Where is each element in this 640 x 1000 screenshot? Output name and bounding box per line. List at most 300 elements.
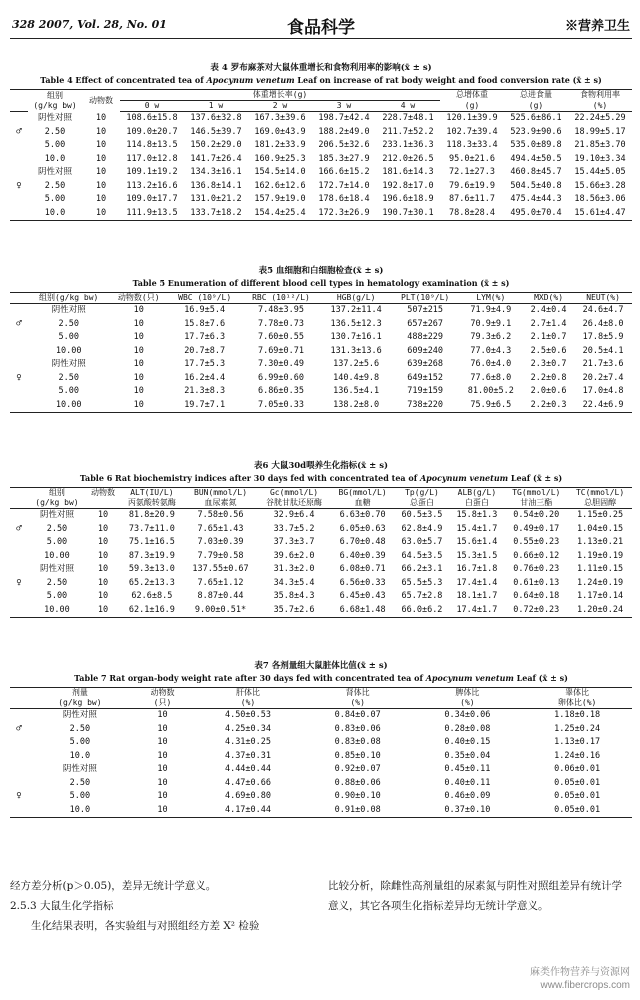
table-cell: 1.04±0.15 bbox=[577, 523, 624, 534]
table-cell: 阴性对照 bbox=[51, 305, 86, 315]
table-cell: 18.99±5.17 bbox=[574, 126, 626, 137]
sex-symbol: ♂ bbox=[16, 723, 22, 734]
table-4-row bbox=[10, 207, 632, 221]
table-cell: 15.8±7.6 bbox=[184, 318, 226, 329]
table-cell: 157.9±19.0 bbox=[254, 194, 306, 204]
sex-symbol bbox=[10, 331, 28, 345]
table-6-header-sub: 谷胱甘肽还原酶 bbox=[257, 498, 330, 509]
table-cell: 233.1±36.3 bbox=[382, 140, 434, 150]
table-cell: 10 bbox=[95, 180, 107, 191]
table-6-caption-en: Table 6 Rat biochemistry indices after 30 days fed with concentrated tea of Apocynum venetum Leaf (x̄ ± s) bbox=[79, 473, 563, 483]
sex-symbol bbox=[10, 345, 28, 359]
header-journal-info: 328 2007, Vol. 28, No. 01 bbox=[12, 18, 167, 31]
table-6-header-sub bbox=[86, 498, 120, 509]
table-cell: 16.2±4.4 bbox=[184, 372, 226, 383]
table-cell: 7.05±0.33 bbox=[257, 399, 305, 410]
table-4-header-week: 0 w bbox=[120, 101, 184, 112]
section-heading: 2.5.3 大鼠生化学指标 bbox=[10, 900, 114, 912]
table-cell: 4.50±0.53 bbox=[224, 710, 272, 720]
table-4-body bbox=[10, 112, 632, 221]
table-cell: 6.08±0.71 bbox=[339, 564, 386, 574]
table-7-row bbox=[10, 750, 632, 764]
table-cell: 5.00 bbox=[46, 591, 68, 601]
table-cell: 150.2±29.0 bbox=[190, 140, 242, 150]
table-cell: 2.1±0.7 bbox=[530, 332, 567, 342]
table-6-header: 组别 bbox=[48, 488, 65, 497]
table-cell: 62.6±8.5 bbox=[131, 591, 173, 601]
header-section: ※营养卫生 bbox=[564, 19, 630, 34]
table-7-row bbox=[10, 763, 632, 777]
body-paragraph: 经方差分析(p＞0.05)，差异无统计学意义。 bbox=[10, 880, 217, 892]
table-cell: 81.8±20.9 bbox=[128, 510, 175, 520]
table-7-row bbox=[10, 709, 632, 723]
table-cell: 131.0±21.2 bbox=[190, 194, 242, 204]
table-cell: 15.6±1.4 bbox=[456, 537, 498, 547]
table-cell: 10.0 bbox=[44, 207, 66, 218]
table-cell: 10.00 bbox=[44, 550, 70, 561]
table-cell: 6.68±1.48 bbox=[339, 604, 386, 615]
table-cell: 10 bbox=[133, 318, 144, 329]
table-cell: 10.00 bbox=[44, 604, 70, 615]
table-7-header-sub: 卵体比(%) bbox=[522, 698, 632, 709]
table-cell: 109.1±19.2 bbox=[126, 167, 178, 177]
table-cell: 1.19±0.19 bbox=[577, 550, 624, 561]
table-cell: 26.4±8.0 bbox=[582, 318, 624, 329]
table-5-row bbox=[10, 318, 632, 332]
table-6-header: Gc(mmol/L) bbox=[269, 488, 319, 497]
table-6-caption-cn: 表6 大鼠30d喂养生化指标(x̄ ± s) bbox=[253, 461, 389, 471]
table-cell: 8.87±0.44 bbox=[197, 591, 244, 601]
table-4-header-conv-unit: (%) bbox=[568, 101, 632, 112]
table-cell: 10 bbox=[97, 537, 109, 547]
table-cell: 2.50 bbox=[69, 723, 91, 734]
table-cell: 0.54±0.20 bbox=[513, 510, 560, 520]
table-cell: 649±152 bbox=[407, 372, 444, 383]
table-cell: 10 bbox=[95, 112, 107, 123]
table-7-header-sub: (g/kg bw) bbox=[28, 698, 132, 709]
table-cell: 17.4±1.7 bbox=[456, 604, 498, 615]
table-cell: 1.25±0.24 bbox=[554, 723, 601, 734]
table-7-body bbox=[10, 709, 632, 818]
table-4-header-total: 总增体重 bbox=[456, 90, 488, 100]
table-cell: 0.34±0.06 bbox=[444, 710, 491, 720]
table-6-grid bbox=[10, 487, 632, 618]
table-6-header-sub: 总蛋白 bbox=[394, 498, 449, 509]
table-cell: 77.0±4.3 bbox=[470, 345, 512, 356]
table-cell: 162.6±12.6 bbox=[254, 180, 306, 191]
body-left-column bbox=[10, 876, 310, 936]
table-cell: 72.1±27.3 bbox=[448, 167, 496, 177]
table-cell: 75.1±16.5 bbox=[128, 537, 175, 547]
table-cell: 35.7±2.6 bbox=[273, 604, 315, 615]
sex-symbol bbox=[10, 304, 28, 318]
table-cell: 59.3±13.0 bbox=[128, 564, 175, 574]
table-6-row bbox=[10, 563, 632, 577]
table-cell: 525.6±86.1 bbox=[510, 113, 562, 123]
table-cell: 10 bbox=[95, 207, 107, 218]
table-cell: 0.84±0.07 bbox=[334, 710, 381, 720]
table-cell: 35.8±4.3 bbox=[273, 591, 315, 601]
table-6-header: ALT(IU/L) bbox=[130, 488, 174, 497]
sex-symbol bbox=[10, 509, 28, 523]
table-4-row bbox=[10, 153, 632, 167]
sex-symbol bbox=[10, 139, 28, 153]
table-6-row bbox=[10, 536, 632, 550]
table-cell: 0.76±0.23 bbox=[513, 564, 560, 574]
sex-symbol bbox=[10, 536, 28, 550]
table-6-row bbox=[10, 550, 632, 564]
table-4-row bbox=[10, 180, 632, 194]
table-4-header-week: 4 w bbox=[376, 101, 440, 112]
table-cell: 21.3±8.3 bbox=[184, 386, 226, 396]
table-7 bbox=[10, 660, 632, 818]
sex-symbol bbox=[10, 777, 28, 791]
table-cell: 20.7±8.7 bbox=[184, 345, 226, 356]
table-cell: 137.2±5.6 bbox=[333, 359, 380, 369]
table-cell: 137.6±32.8 bbox=[190, 113, 242, 123]
sex-symbol: ♀ bbox=[16, 372, 22, 383]
table-4-grid bbox=[10, 89, 632, 221]
table-4-header-week: 3 w bbox=[312, 101, 376, 112]
table-cell: 117.0±12.8 bbox=[126, 153, 178, 164]
table-7-header-sub: (%) bbox=[193, 698, 303, 709]
table-cell: 719±159 bbox=[407, 386, 444, 396]
table-cell: 178.6±18.4 bbox=[318, 194, 370, 204]
table-cell: 102.7±39.4 bbox=[446, 126, 498, 137]
table-7-row bbox=[10, 777, 632, 791]
table-cell: 10 bbox=[157, 791, 168, 801]
table-cell: 113.2±16.6 bbox=[126, 180, 178, 191]
table-6-header-sub: 总胆固醇 bbox=[568, 498, 632, 509]
table-cell: 10.00 bbox=[55, 399, 82, 410]
table-cell: 10 bbox=[157, 710, 168, 720]
table-cell: 190.7±30.1 bbox=[382, 207, 434, 218]
table-cell: 0.55±0.23 bbox=[513, 537, 560, 547]
table-cell: 228.7±48.1 bbox=[382, 113, 434, 123]
table-cell: 79.6±19.9 bbox=[448, 180, 496, 191]
table-cell: 10 bbox=[97, 510, 109, 520]
table-cell: 10 bbox=[157, 750, 168, 761]
table-4-header-food: 总进食量 bbox=[520, 90, 552, 100]
table-cell: 阴性对照 bbox=[37, 167, 72, 177]
sex-symbol bbox=[10, 550, 28, 564]
table-cell: 31.3±2.0 bbox=[273, 564, 315, 574]
table-cell: 7.78±0.73 bbox=[257, 318, 305, 329]
table-cell: 137.55±0.67 bbox=[192, 564, 249, 574]
table-cell: 71.9±4.9 bbox=[470, 305, 512, 315]
watermark-line: 麻类作物营养与资源网 bbox=[530, 967, 630, 978]
table-cell: 21.7±3.6 bbox=[582, 359, 624, 369]
table-cell: 15.4±1.7 bbox=[456, 523, 498, 534]
table-cell: 0.83±0.08 bbox=[334, 737, 381, 747]
table-cell: 504.5±40.8 bbox=[510, 180, 562, 191]
table-cell: 0.45±0.11 bbox=[444, 764, 491, 774]
table-cell: 33.7±5.2 bbox=[273, 523, 315, 534]
table-cell: 阴性对照 bbox=[39, 564, 74, 574]
table-5-row bbox=[10, 385, 632, 399]
table-cell: 495.0±70.4 bbox=[510, 207, 562, 218]
table-cell: 141.7±26.4 bbox=[190, 153, 242, 164]
table-cell: 1.24±0.16 bbox=[554, 750, 601, 761]
table-cell: 185.3±27.9 bbox=[318, 153, 370, 164]
table-4-header-gain: 体重增长率(g) bbox=[120, 90, 440, 101]
table-cell: 0.37±0.10 bbox=[444, 804, 491, 815]
table-cell: 阴性对照 bbox=[37, 112, 72, 123]
table-cell: 17.7±5.3 bbox=[184, 359, 226, 369]
table-cell: 0.72±0.23 bbox=[513, 604, 560, 615]
table-cell: 15.61±4.47 bbox=[574, 207, 626, 218]
table-cell: 108.6±15.8 bbox=[126, 113, 178, 123]
table-cell: 4.44±0.44 bbox=[224, 764, 272, 774]
table-cell: 2.2±0.8 bbox=[530, 372, 567, 383]
sex-symbol bbox=[10, 385, 28, 399]
table-5-header: 组别(g/kg bw) bbox=[28, 293, 109, 304]
table-cell: 阴性对照 bbox=[62, 764, 97, 774]
table-cell: 192.8±17.0 bbox=[382, 180, 434, 191]
table-cell: 5.00 bbox=[44, 194, 66, 204]
table-cell: 10 bbox=[95, 126, 107, 137]
table-cell: 79.3±6.2 bbox=[470, 332, 512, 342]
table-cell: 5.00 bbox=[58, 386, 79, 396]
table-cell: 4.37±0.31 bbox=[224, 750, 272, 761]
table-cell: 9.00±0.51* bbox=[194, 604, 247, 615]
table-cell: 0.64±0.18 bbox=[513, 591, 560, 601]
table-cell: 2.50 bbox=[46, 577, 68, 588]
table-cell: 206.5±32.6 bbox=[318, 140, 370, 150]
table-cell: 66.2±3.1 bbox=[401, 564, 443, 574]
table-7-row bbox=[10, 723, 632, 737]
table-cell: 10 bbox=[133, 345, 144, 356]
table-4 bbox=[10, 62, 632, 221]
table-cell: 0.91±0.08 bbox=[334, 804, 381, 815]
table-7-caption-cn: 表7 各剂量组大鼠脏体比值(x̄ ± s) bbox=[254, 661, 388, 671]
table-6 bbox=[10, 460, 632, 618]
table-cell: 494.4±50.5 bbox=[510, 153, 562, 164]
table-cell: 535.0±89.8 bbox=[510, 140, 562, 150]
table-4-header-food-unit: (g) bbox=[504, 101, 568, 112]
table-6-row bbox=[10, 590, 632, 604]
table-cell: 10 bbox=[157, 764, 168, 774]
sex-symbol: ♂ bbox=[16, 126, 22, 137]
table-5-header: WBC (10⁹/L) bbox=[168, 293, 241, 304]
table-5 bbox=[10, 265, 632, 413]
table-cell: 198.7±42.4 bbox=[318, 113, 370, 123]
table-cell: 160.9±25.3 bbox=[254, 153, 306, 164]
table-5-row bbox=[10, 399, 632, 413]
table-cell: 10 bbox=[133, 399, 144, 410]
table-cell: 34.3±5.4 bbox=[273, 577, 315, 588]
watermark bbox=[530, 966, 630, 992]
table-cell: 2.7±1.4 bbox=[530, 318, 567, 329]
table-cell: 2.50 bbox=[44, 180, 66, 191]
table-cell: 10 bbox=[97, 577, 109, 588]
table-cell: 10 bbox=[95, 194, 107, 204]
table-4-row bbox=[10, 166, 632, 180]
table-cell: 60.5±3.5 bbox=[401, 510, 443, 520]
table-4-header-n: 动物数 bbox=[89, 95, 113, 105]
table-6-header: ALB(g/L) bbox=[457, 488, 497, 497]
table-4-caption-cn: 表 4 罗布麻茶对大鼠体重增长和食物利用率的影响(x̄ ± s) bbox=[210, 63, 432, 73]
table-cell: 15.66±3.28 bbox=[574, 180, 626, 191]
table-cell: 0.88±0.06 bbox=[334, 777, 381, 788]
page bbox=[10, 0, 632, 1000]
table-cell: 7.69±0.71 bbox=[257, 345, 305, 356]
table-cell: 65.7±2.8 bbox=[401, 591, 443, 601]
table-cell: 1.17±0.14 bbox=[577, 591, 624, 601]
table-cell: 154.4±25.4 bbox=[254, 207, 306, 218]
table-cell: 120.1±39.9 bbox=[446, 113, 498, 123]
table-5-header: NEUT(%) bbox=[574, 293, 632, 304]
table-4-header-conv: 食物利用率 bbox=[580, 90, 620, 100]
table-cell: 0.61±0.13 bbox=[513, 577, 560, 588]
table-7-header: 剂量 bbox=[71, 688, 88, 697]
table-cell: 1.18±0.18 bbox=[554, 710, 601, 720]
table-cell: 130.7±16.1 bbox=[330, 332, 382, 342]
table-cell: 6.45±0.43 bbox=[339, 591, 386, 601]
table-cell: 212.0±26.5 bbox=[382, 153, 434, 164]
table-cell: 131.3±13.6 bbox=[330, 345, 382, 356]
table-cell: 16.9±5.4 bbox=[184, 305, 226, 315]
table-cell: 0.66±0.12 bbox=[513, 550, 560, 561]
table-7-grid bbox=[10, 687, 632, 818]
table-cell: 65.2±13.3 bbox=[128, 577, 175, 588]
table-cell: 4.17±0.44 bbox=[224, 804, 272, 815]
table-cell: 118.3±33.4 bbox=[446, 140, 498, 150]
table-cell: 136.5±4.1 bbox=[333, 386, 380, 396]
sex-symbol: ♀ bbox=[16, 791, 22, 801]
table-cell: 22.24±5.29 bbox=[574, 113, 626, 123]
table-cell: 0.85±0.10 bbox=[334, 750, 381, 761]
table-cell: 66.0±6.2 bbox=[401, 604, 443, 615]
table-cell: 75.9±6.5 bbox=[470, 399, 512, 410]
table-cell: 146.5±39.7 bbox=[190, 126, 242, 137]
running-header bbox=[10, 12, 632, 39]
table-cell: 10 bbox=[157, 804, 168, 815]
table-cell: 211.7±52.2 bbox=[382, 126, 434, 137]
table-cell: 6.99±0.60 bbox=[257, 372, 305, 383]
table-cell: 2.0±0.6 bbox=[530, 386, 567, 396]
table-cell: 6.63±0.70 bbox=[339, 510, 386, 520]
table-cell: 77.6±8.0 bbox=[470, 372, 512, 383]
table-5-row bbox=[10, 304, 632, 318]
table-cell: 0.83±0.06 bbox=[334, 723, 381, 734]
table-cell: 17.4±1.4 bbox=[456, 577, 498, 588]
table-cell: 6.40±0.39 bbox=[339, 550, 386, 561]
table-cell: 10.00 bbox=[55, 345, 82, 356]
table-cell: 196.6±18.9 bbox=[382, 194, 434, 204]
table-cell: 507±215 bbox=[407, 305, 444, 315]
table-cell: 7.03±0.39 bbox=[197, 537, 244, 547]
table-5-row bbox=[10, 345, 632, 359]
table-cell: 133.7±18.2 bbox=[190, 207, 242, 218]
table-cell: 460.8±45.7 bbox=[510, 167, 562, 177]
table-cell: 5.00 bbox=[69, 737, 91, 747]
table-cell: 7.65±1.43 bbox=[197, 523, 244, 534]
table-4-header-total-unit: (g) bbox=[440, 101, 504, 112]
table-cell: 5.00 bbox=[69, 791, 91, 801]
table-6-row bbox=[10, 604, 632, 618]
table-cell: 7.48±3.95 bbox=[257, 305, 305, 315]
table-cell: 738±220 bbox=[407, 399, 444, 410]
table-cell: 5.00 bbox=[58, 332, 79, 342]
body-right-column bbox=[328, 876, 632, 916]
table-cell: 10 bbox=[133, 386, 144, 396]
table-7-row bbox=[10, 804, 632, 818]
table-cell: 10 bbox=[97, 604, 109, 615]
table-cell: 136.8±14.1 bbox=[190, 180, 242, 191]
sex-symbol bbox=[10, 736, 28, 750]
table-cell: 65.5±5.3 bbox=[401, 577, 443, 588]
table-cell: 18.56±3.06 bbox=[574, 194, 626, 204]
table-cell: 87.6±11.7 bbox=[448, 194, 496, 204]
table-cell: 阴性对照 bbox=[62, 710, 97, 720]
table-cell: 10 bbox=[133, 332, 144, 342]
table-7-header-sub: (只) bbox=[132, 698, 193, 709]
table-cell: 138.2±8.0 bbox=[333, 399, 380, 410]
table-cell: 10 bbox=[95, 140, 107, 150]
table-cell: 10.0 bbox=[69, 804, 91, 815]
table-cell: 0.92±0.07 bbox=[334, 764, 381, 774]
table-cell: 17.8±5.9 bbox=[582, 332, 624, 342]
table-cell: 1.11±0.15 bbox=[577, 564, 624, 574]
table-6-row bbox=[10, 509, 632, 523]
table-cell: 95.0±21.6 bbox=[448, 153, 496, 164]
body-paragraph: 比较分析，除雌性高剂量组的尿素氮与阴性对照组差异有统计学意义，其它各项生化指标差异均无统计学意义。 bbox=[328, 880, 622, 912]
table-cell: 2.50 bbox=[44, 126, 66, 137]
sex-symbol bbox=[10, 563, 28, 577]
table-cell: 0.40±0.11 bbox=[444, 777, 491, 788]
table-cell: 78.8±28.4 bbox=[448, 207, 496, 218]
table-5-header: 动物数(只) bbox=[109, 293, 168, 304]
table-cell: 10 bbox=[95, 153, 107, 164]
table-6-header-sub: 血尿素氮 bbox=[184, 498, 258, 509]
table-cell: 166.6±15.2 bbox=[318, 167, 370, 177]
table-cell: 1.13±0.21 bbox=[577, 537, 624, 547]
table-cell: 20.2±7.4 bbox=[582, 372, 624, 383]
sex-symbol bbox=[10, 112, 28, 126]
table-5-body bbox=[10, 304, 632, 413]
table-cell: 10 bbox=[133, 359, 144, 369]
table-cell: 1.15±0.25 bbox=[577, 510, 624, 520]
table-cell: 70.9±9.1 bbox=[470, 318, 512, 329]
sex-symbol bbox=[10, 399, 28, 413]
table-7-header: 肝体比 bbox=[235, 688, 260, 697]
sex-symbol bbox=[10, 193, 28, 207]
table-cell: 2.2±0.3 bbox=[530, 399, 567, 410]
table-6-header: TG(mmol/L) bbox=[512, 488, 561, 497]
table-7-caption-en: Table 7 Rat organ-body weight rate after 30 days fed with concentrated tea of Apocynum venetum Leaf (x̄ ± s) bbox=[74, 673, 568, 683]
table-7-header-sub: (%) bbox=[303, 698, 413, 709]
table-6-header-sub: 白蛋白 bbox=[449, 498, 504, 509]
table-cell: 657±267 bbox=[407, 318, 444, 329]
table-cell: 0.05±0.01 bbox=[554, 777, 601, 788]
table-cell: 475.4±44.3 bbox=[510, 194, 562, 204]
table-6-header-sub: 血糖 bbox=[331, 498, 395, 509]
table-cell: 64.5±3.5 bbox=[401, 550, 443, 561]
table-cell: 20.5±4.1 bbox=[582, 345, 624, 356]
table-6-body bbox=[10, 509, 632, 618]
table-cell: 134.3±16.1 bbox=[190, 167, 242, 177]
table-cell: 6.86±0.35 bbox=[257, 386, 305, 396]
table-cell: 10 bbox=[97, 523, 109, 534]
table-6-header: BG(mmol/L) bbox=[338, 488, 387, 497]
table-cell: 7.60±0.55 bbox=[257, 332, 305, 342]
table-cell: 109.0±20.7 bbox=[126, 126, 178, 137]
table-cell: 22.4±6.9 bbox=[582, 399, 624, 410]
table-7-header: 睾体比 bbox=[565, 688, 590, 697]
table-cell: 16.7±1.8 bbox=[456, 564, 498, 574]
table-cell: 0.46±0.09 bbox=[444, 791, 491, 801]
